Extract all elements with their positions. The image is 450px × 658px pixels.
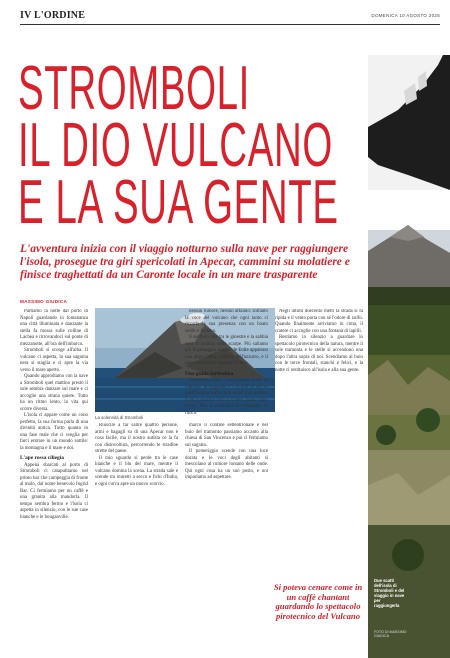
paragraph: Il sentiero sale tra le ginestre e la sabbia nera si insinua nelle scarpe. Più saliamo più il paesaggio si apre: le Eolie appaiono una dopo l'altra, sospese nell'azzurro, e il mare diventa un tappeto di luce. bbox=[185, 335, 268, 366]
issue-date: DOMENICA 10 AGOSTO 2025 bbox=[371, 13, 440, 18]
paragraph: Stromboli si scorge all'alba. Il vulcano ci aspetta, la sua sagoma nera si staglia e ci apre la via verso il mare aperto. bbox=[20, 348, 88, 373]
article-column-5 bbox=[275, 309, 363, 579]
paragraph: Salvatore, Lisa, ci raccontano storie di vulcano, le leggende e i ricordi di chi su quest'isola è nato e non se n'è mai andato. È lui a guidarci fino ai crateri, passo dopo passo, fino a mostrarci la montagna di fuoco. bbox=[185, 378, 268, 416]
side-photo-ferry-and-island bbox=[368, 55, 450, 658]
article-column-4 bbox=[185, 309, 268, 419]
photo-caption: La solennità di Stromboli bbox=[95, 415, 144, 420]
subhead: Una guida fortissima bbox=[185, 370, 234, 377]
paragraph: Quando approdiamo con la nave a Stromboli quel mattino presto il sole sembra danzare sul mare e ci accoglie una strana quiete. Tutto ha un ritmo lento, la vita qui scorre diversa. bbox=[20, 374, 88, 412]
masthead-rule bbox=[20, 24, 440, 25]
side-photo-credit: FOTO DI MASSIMO GIUDICA bbox=[374, 630, 407, 639]
headline-line-3: E LA SUA GENTE bbox=[18, 168, 339, 237]
paragraph: Restiamo in silenzio a guardare lo spettacolo pirotecnico della natura, mentre il sole tramonta e le stelle si accendono una dopo l'altra sopra di noi. Scendiamo al buio con le torce frontali, stanchi e felici, e la notte ci restituisce all'isola e alla sua gente. bbox=[275, 335, 363, 373]
subhead: L'ape rossa ciliegia bbox=[20, 455, 64, 461]
article-column-3 bbox=[185, 423, 268, 655]
standfirst: L'avventura inizia con il viaggio notturno sulla nave per raggiungere l'isola, prosegue tra giri spericolati in Apecar, cammini su molatiere e finisce traghettati da un Caronte locale in un mare trasparente bbox=[20, 243, 350, 281]
paragraph: nessun rumore, nessun affanno: soltanto la voce del vulcano che ogni tanto ci ricorda la sua presenza con un boato sordo e lontano. bbox=[185, 309, 268, 334]
section-label: IV L'ORDINE bbox=[20, 10, 86, 21]
paragraph: Il mio sguardo si perde tra le case bianche e il blu del mare, mentre il vulcano domina la scena. La strada sale e scende tra muretti a secco e fichi d'India, e ogni curva apre un nuovo scorcio. bbox=[95, 455, 178, 487]
pull-quote: Si poteva cenare come in un caffè chantant guardando lo spettacolo pirotecnico del Vulcano bbox=[273, 582, 363, 621]
paragraph: L'isola ci appare come un cono perfetto, la sua forma parla di una divinità antica. Tutto quanto in una fase reale che ci sveglia per farci entrare in un mondo sottile: la montagna e il mare e noi. bbox=[20, 413, 88, 451]
article-column-1 bbox=[20, 309, 88, 655]
side-photo-graphic bbox=[368, 55, 450, 658]
paragraph: marcò il confine settentrionale e nel buio del tramonto passiamo accanto alla chiesa di San Vincenzo e poi ci fermiamo sul sagrato. bbox=[185, 423, 268, 448]
paragraph: Partiamo la notte dal porto di Napoli guardando in lontananza una città illuminata e danzante la stella fa mossa sulle colline di Lachea e ritrovandoci sul ponte di mezzanotte, all'ora dell'imbarco. bbox=[20, 309, 88, 347]
paragraph: Appena sbarcati al porto di Stromboli ci catapultiamo nel primo bar che campeggia di fronte al molo, dal nome benevolo Ingrid Bar. Ci fermiamo per un caffè e una granita alla mandorla. Il tempo sembra fermo e l'isola ci aspetta in silenzio, con le sue case bianche e le bouganville. bbox=[20, 462, 88, 520]
paragraph: Il pomeriggio scende con una luce dorata e le voci degli abitanti si mescolano al rumore lontano delle onde. Qui ogni cosa ha un suo posto, e noi impariamo ad aspettare. bbox=[185, 449, 268, 480]
byline: MASSIMO GIUDICA bbox=[20, 299, 68, 304]
headline bbox=[18, 54, 339, 237]
headline-line-2: IL DIO VULCANO bbox=[18, 111, 333, 180]
paragraph: Riuscire a far salire quattro persone, armi e bagagli su di una Apecar non è cosa facile, ma il nostro autista ce la fa con disinvoltura, percorrendo le stradine strette del paese. bbox=[95, 423, 178, 454]
article-column-2 bbox=[95, 423, 178, 655]
side-photo-caption: Due scatti dell'isola di Stromboli e del viaggio in nave per raggiungerla bbox=[374, 578, 405, 609]
paragraph: Negli ultimi duecento metri la strada si fa ripida e il vento porta con sé l'odore di zolfo. Quando finalmente arriviamo in cima, il cratere ci accoglie con una fontana di lapilli. bbox=[275, 309, 363, 334]
headline-line-1: STROMBOLI bbox=[18, 54, 250, 123]
